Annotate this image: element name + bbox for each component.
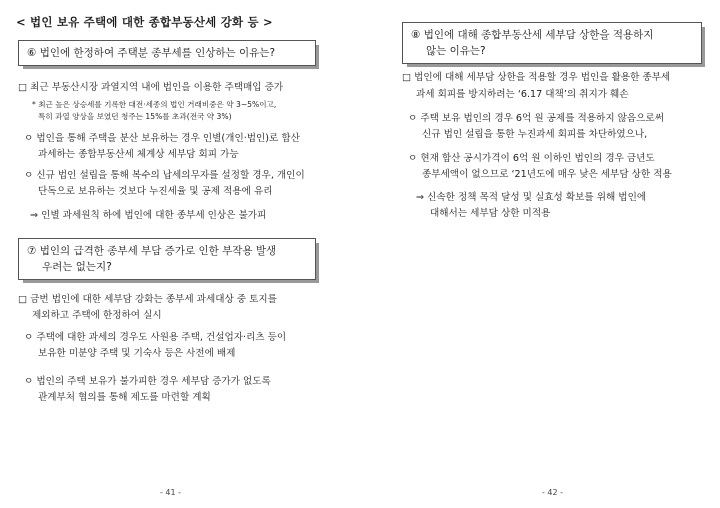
para-1-note-b: 특히 과열 양상을 보였던 청주는 15%를 초과(전국 약 3%)	[38, 112, 232, 121]
para-4a: ⇒ 신속한 정책 목적 달성 및 실효성 확보를 위해 법인에	[416, 192, 647, 203]
para-4: ⇒ 인별 과세원칙 하에 법인에 대한 종부세 인상은 불가피	[30, 210, 267, 221]
para-7b: 관계부처 협의를 통해 제도를 마련할 계획	[38, 392, 211, 403]
para-1-note-a: * 최근 높은 상승세를 기록한 대전·세종의 법인 거래비중은 약 3~5%이고,	[32, 100, 277, 109]
para-5a: □ 금번 법인에 대한 세부담 강화는 종부세 과세대상 중 토지를	[18, 294, 277, 305]
section-title: < 법인 보유 주택에 대한 종합부동산세 강화 등 >	[16, 15, 273, 29]
question-8-box	[402, 22, 702, 64]
para-6b: 보유한 미분양 주택 및 기숙사 등은 사전에 배제	[38, 348, 236, 359]
question-7-box	[18, 238, 316, 280]
para-6a: ㅇ 주택에 대한 과세의 경우도 사원용 주택, 건설업자·리츠 등이	[24, 332, 287, 343]
question-7-line-1: ⑦ 법인의 급격한 종부세 부담 증가로 인한 부작용 발생	[27, 245, 277, 257]
question-8-line-1: ⑧ 법인에 대해 종합부동산세 세부담 상한을 적용하지	[411, 29, 654, 41]
page-number: - 41 -	[160, 488, 182, 497]
question-8-line-2: 않는 이유는?	[426, 45, 486, 57]
question-6-box	[18, 40, 316, 66]
page-42	[360, 0, 720, 508]
para-1a: □ 법인에 대해 세부담 상한을 적용할 경우 법인을 활용한 종부세	[402, 72, 671, 83]
para-2b: 신규 법인 설립을 통한 누진과세 회피를 차단하였으나,	[422, 129, 648, 140]
para-2b: 과세하는 종합부동산세 체계상 세부담 회피 가능	[38, 149, 239, 160]
para-2a: ㅇ 주택 보유 법인의 경우 6억 원 공제를 적용하지 않음으로써	[408, 113, 664, 124]
para-7a: ㅇ 법인의 주택 보유가 불가피한 경우 세부담 증가가 없도록	[24, 376, 271, 387]
para-4b: 대해서는 세부담 상한 미적용	[430, 208, 551, 219]
para-1: □ 최근 부동산시장 과열지역 내에 법인을 이용한 주택매입 증가	[18, 82, 284, 93]
para-3a: ㅇ 신규 법인 설립을 통해 복수의 납세의무자를 설정할 경우, 개인이	[24, 170, 305, 181]
para-3a: ㅇ 현재 합산 공시가격이 6억 원 이하인 법인의 경우 금년도	[408, 153, 655, 164]
question-6-text: ⑥ 법인에 한정하여 주택분 종부세를 인상하는 이유는?	[27, 47, 276, 59]
page-number: - 42 -	[542, 488, 564, 497]
para-5b: 제외하고 주택에 한정하여 실시	[32, 310, 162, 321]
para-2a: ㅇ 법인을 통해 주택을 분산 보유하는 경우 인별(개인·법인)로 합산	[24, 133, 300, 144]
para-1b: 과세 회피를 방지하려는 ‘6.17 대책’의 취지가 훼손	[416, 89, 629, 100]
para-3b: 종부세액이 없으므로 ‘21년도에 매우 낮은 세부담 상한 적용	[422, 169, 672, 180]
question-7-line-2: 우려는 없는지?	[42, 261, 112, 273]
para-3b: 단독으로 보유하는 것보다 누진세율 및 공제 적용에 유리	[38, 186, 273, 197]
